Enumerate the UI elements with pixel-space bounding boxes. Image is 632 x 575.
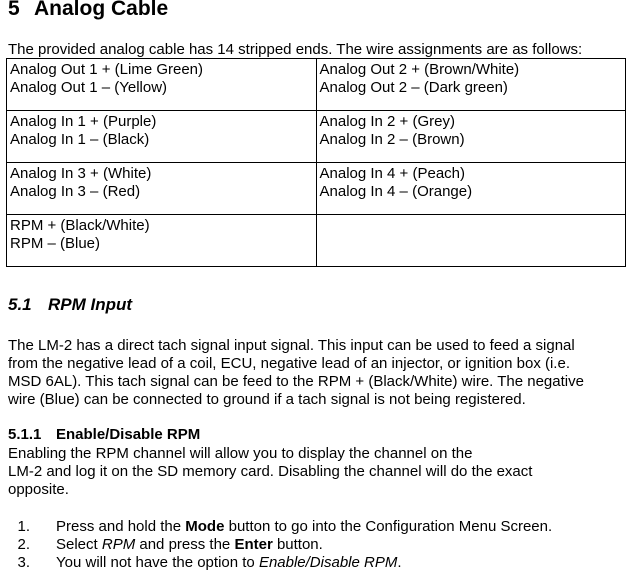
step-number: 2. — [17, 536, 30, 553]
paragraph-line: from the negative lead of a coil, ECU, negative lead of an injector, or ignition box (i.e. — [8, 355, 570, 372]
paragraph-line: Enabling the RPM channel will allow you to display the channel on the — [8, 445, 473, 462]
table-cell — [7, 215, 317, 267]
steps-list — [8, 518, 552, 572]
section-title: Analog Cable — [34, 0, 169, 20]
table-cell — [316, 59, 626, 111]
wire-assignment-table — [6, 58, 626, 267]
empty-table-cell — [316, 215, 626, 267]
table-row — [7, 111, 626, 163]
wire-label: Analog In 3 – (Red) — [10, 183, 141, 200]
subsubsection-title: Enable/Disable RPM — [56, 426, 201, 443]
section-heading — [8, 0, 168, 22]
section-number: 5 — [8, 0, 20, 20]
step-text: Select — [56, 536, 102, 553]
step-number: 3. — [17, 554, 30, 571]
table-cell — [7, 111, 317, 163]
step-number: 1. — [17, 518, 30, 535]
wire-label: Analog Out 1 + (Lime Green) — [10, 61, 204, 78]
wire-label: Analog Out 2 – (Dark green) — [319, 79, 508, 96]
list-item — [8, 518, 552, 536]
step-text: button to go into the Configuration Menu Screen. — [224, 518, 553, 535]
rpm-input-paragraph — [8, 337, 626, 409]
list-item — [8, 536, 552, 554]
wire-label: Analog In 2 + (Grey) — [319, 113, 455, 130]
list-item — [8, 554, 552, 572]
table-cell — [7, 59, 317, 111]
paragraph-line: MSD 6AL). This tach signal can be feed to the RPM + (Black/White) wire. The negative — [8, 373, 584, 390]
paragraph-line: The LM-2 has a direct tach signal input signal. This input can be used to feed a signal — [8, 337, 575, 354]
wire-label: Analog In 4 – (Orange) — [319, 183, 473, 200]
paragraph-line: opposite. — [8, 481, 69, 498]
step-text: and press the — [135, 536, 235, 553]
table-cell — [7, 163, 317, 215]
wire-label: Analog In 1 – (Black) — [10, 131, 150, 148]
subsection-heading — [8, 294, 132, 316]
subsubsection-number: 5.1.1 — [8, 426, 42, 443]
section-intro: The provided analog cable has 14 stripped ends. The wire assignments are as follows: — [8, 41, 583, 58]
step-bold-text: Mode — [185, 518, 225, 535]
subsection-number: 5.1 — [8, 295, 32, 314]
wire-label: Analog In 3 + (White) — [10, 165, 152, 182]
paragraph-line: wire (Blue) can be connected to ground if a tach signal is not being registered. — [8, 391, 526, 408]
step-text: You will not have the option to — [56, 554, 259, 571]
step-text: Press and hold the — [56, 518, 186, 535]
wire-label: Analog Out 2 + (Brown/White) — [319, 61, 520, 78]
subsection-title: RPM Input — [48, 295, 133, 314]
table-cell — [316, 163, 626, 215]
step-italic-text: RPM — [101, 536, 136, 553]
wire-label: Analog In 4 + (Peach) — [319, 165, 466, 182]
subsubsection-heading — [8, 426, 200, 444]
wire-label: Analog In 1 + (Purple) — [10, 113, 157, 130]
step-bold-text: Enter — [234, 536, 273, 553]
table-row — [7, 163, 626, 215]
table-row — [7, 59, 626, 111]
paragraph-line: LM-2 and log it on the SD memory card. Disabling the channel will do the exact — [8, 463, 533, 480]
step-text: button. — [272, 536, 323, 553]
wire-label: Analog Out 1 – (Yellow) — [10, 79, 168, 96]
wire-label: RPM – (Blue) — [10, 235, 101, 252]
enable-disable-paragraph — [8, 445, 626, 499]
table-row — [7, 215, 626, 267]
wire-label: RPM + (Black/White) — [10, 217, 150, 234]
step-italic-text: Enable/Disable RPM — [258, 554, 398, 571]
wire-label: Analog In 2 – (Brown) — [319, 131, 465, 148]
table-cell — [316, 111, 626, 163]
step-text: . — [397, 554, 402, 571]
